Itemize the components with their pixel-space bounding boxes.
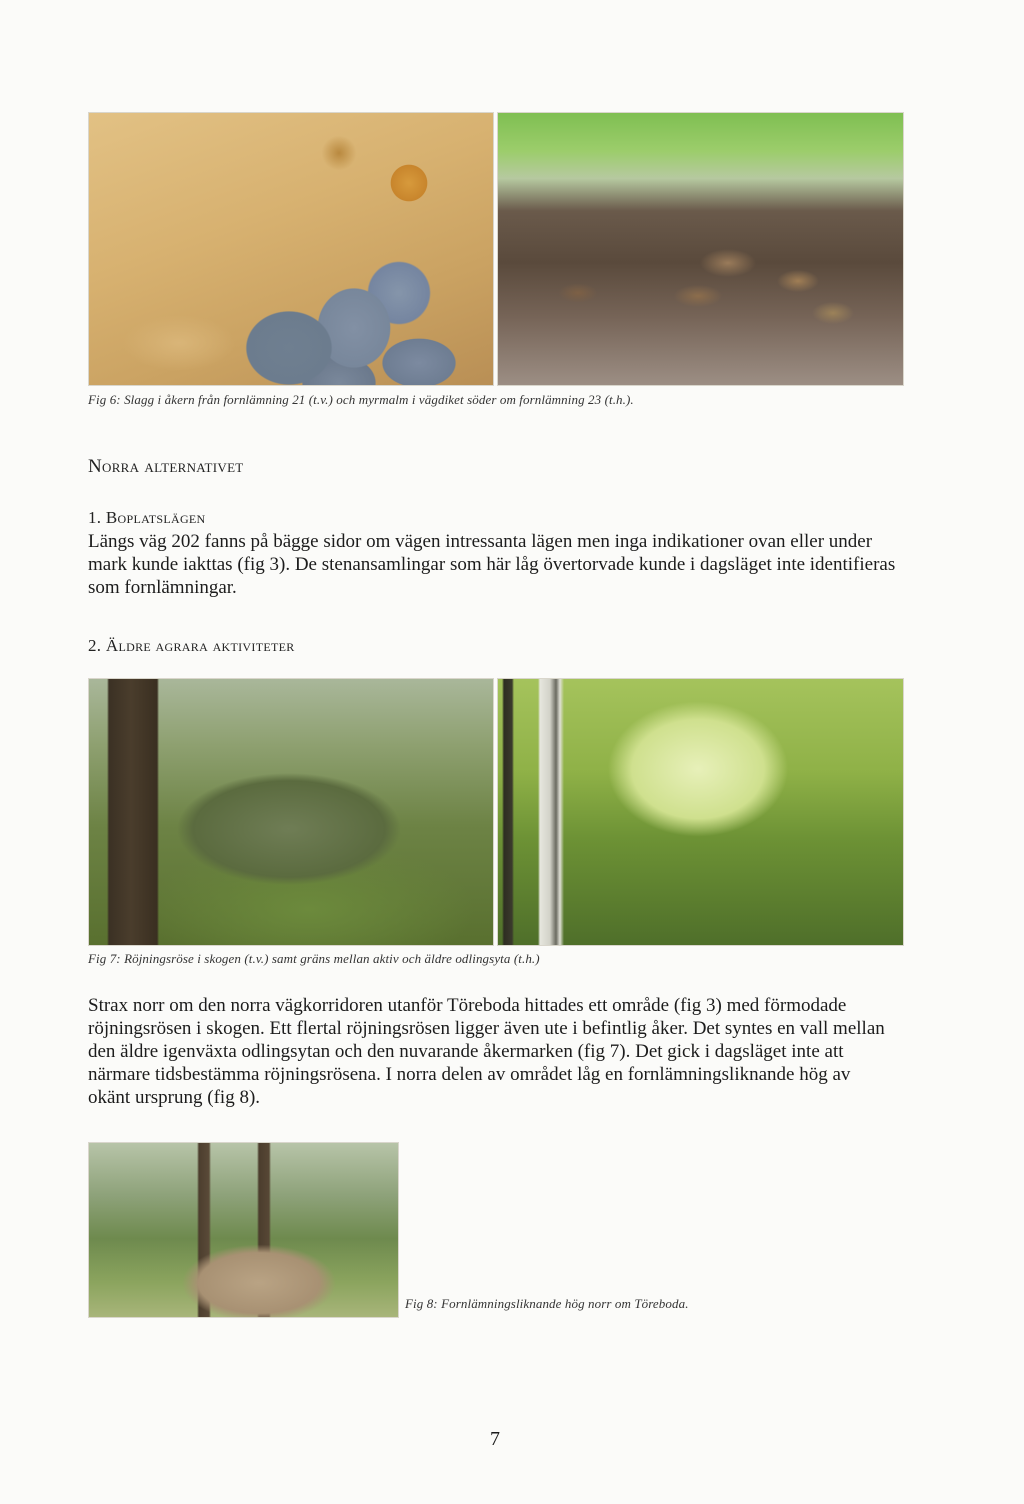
page-number: 7 xyxy=(490,1428,500,1450)
section-heading: Norra alternativet xyxy=(88,456,244,477)
fig6-caption: Fig 6: Slagg i åkern från fornlämning 21 (t.v.) och myrmalm i vägdiket söder om fornlämning 23 (t.h.). xyxy=(88,392,634,407)
subheading-boplatslagen: 1. Boplatslägen xyxy=(88,508,206,527)
boplatslagen-paragraph: Längs väg 202 fanns på bägge sidor om vägen intressanta lägen men inga indikationer ovan eller under mark kunde iakttas (fig 3). De stenansamlingar som här låg övertorvade kunde i dagsläget inte identifieras som fornlämningar. xyxy=(88,531,896,598)
boplatslagen-text xyxy=(88,530,908,599)
fig8-caption: Fig 8: Fornlämningsliknande hög norr om Töreboda. xyxy=(405,1296,689,1311)
main-paragraph: Strax norr om den norra vägkorridoren utanför Töreboda hittades ett område (fig 3) med förmodade röjningsrösen i skogen. Ett flertal röjningsrösen ligger även ute i befintlig åker. Det syntes en vall mellan den äldre igenväxta odlingsytan och den nuvarande åkermarken (fig 7). Det gick i dagsläget inte att närmare tidsbestämma röjningsrösena. I norra delen av området låg en fornlämningsliknande hög av okänt ursprung (fig 8). xyxy=(88,995,885,1108)
subheading-agrara: 2. Äldre agrara aktiviteter xyxy=(88,636,295,655)
main-paragraph-block xyxy=(88,994,888,1109)
photo-clearance-cairn xyxy=(88,678,494,946)
photo-mound xyxy=(88,1142,399,1318)
photo-slag-in-field xyxy=(88,112,494,386)
fig7-caption: Fig 7: Röjningsröse i skogen (t.v.) samt gräns mellan aktiv och äldre odlingsyta (t.h.) xyxy=(88,951,540,966)
photo-bog-iron-ditch xyxy=(497,112,904,386)
photo-field-boundary xyxy=(497,678,904,946)
